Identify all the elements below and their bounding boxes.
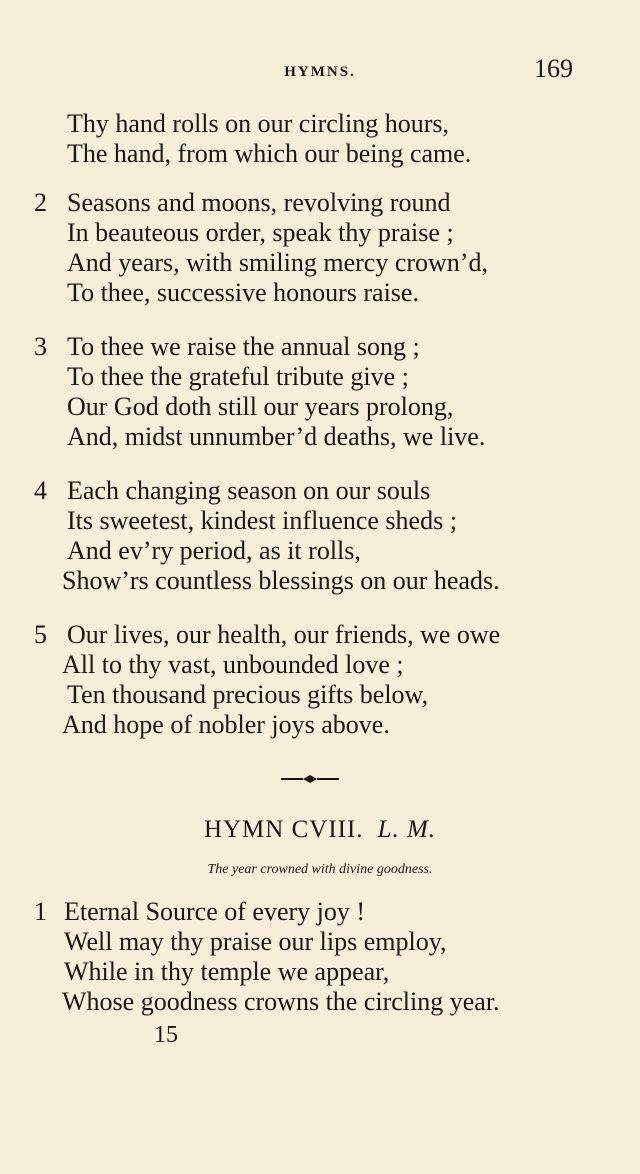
poem-line: Its sweetest, kindest influence sheds ; bbox=[67, 506, 457, 535]
hymn-meter: L. M. bbox=[377, 816, 437, 843]
poem-line: And years, with smiling mercy crown’d, bbox=[67, 248, 488, 277]
divider-ornament bbox=[281, 773, 339, 785]
stanza-number: 2 bbox=[34, 188, 47, 217]
poem-line: While in thy temple we appear, bbox=[64, 957, 390, 986]
page-header-title: HYMNS. bbox=[284, 64, 356, 80]
poem-line: Our lives, our health, our friends, we owe bbox=[67, 620, 501, 649]
poem-line: All to thy vast, unbounded love ; bbox=[62, 650, 404, 679]
poem-line: To thee we raise the annual song ; bbox=[67, 332, 420, 361]
stanza-number: 4 bbox=[34, 476, 47, 505]
poem-line: Whose goodness crowns the circling year. bbox=[62, 987, 500, 1016]
hymn-title-text: HYMN CVIII. bbox=[203, 816, 364, 843]
poem-line: The hand, from which our being came. bbox=[67, 139, 472, 168]
stanza-number: 1 bbox=[34, 897, 47, 926]
poem-line: And, midst unnumber’d deaths, we live. bbox=[67, 422, 486, 451]
poem-line: To thee the grateful tribute give ; bbox=[67, 362, 409, 391]
poem-line: Thy hand rolls on our circling hours, bbox=[67, 109, 449, 138]
poem-line: Show’rs countless blessings on our heads. bbox=[62, 566, 500, 595]
poem-line: Ten thousand precious gifts below, bbox=[67, 680, 429, 709]
stanza-number: 5 bbox=[34, 620, 47, 649]
poem-line: Each changing season on our souls bbox=[67, 476, 431, 505]
stanza-number: 3 bbox=[34, 332, 47, 361]
poem-line: Eternal Source of every joy ! bbox=[64, 897, 366, 926]
poem-line: And ev’ry period, as it rolls, bbox=[67, 536, 361, 565]
signature-mark: 15 bbox=[154, 1022, 178, 1048]
poem-line: Our God doth still our years prolong, bbox=[67, 392, 454, 421]
poem-line: And hope of nobler joys above. bbox=[62, 710, 390, 739]
page-number: 169 bbox=[534, 54, 573, 83]
poem-line: In beauteous order, speak thy praise ; bbox=[67, 218, 454, 247]
poem-line: Seasons and moons, revolving round bbox=[67, 188, 451, 217]
hymn-subtitle: The year crowned with divine goodness. bbox=[207, 862, 433, 877]
hymn-title bbox=[0, 816, 640, 844]
poem-line: To thee, successive honours raise. bbox=[67, 278, 419, 307]
poem-line: Well may thy praise our lips employ, bbox=[64, 927, 447, 956]
